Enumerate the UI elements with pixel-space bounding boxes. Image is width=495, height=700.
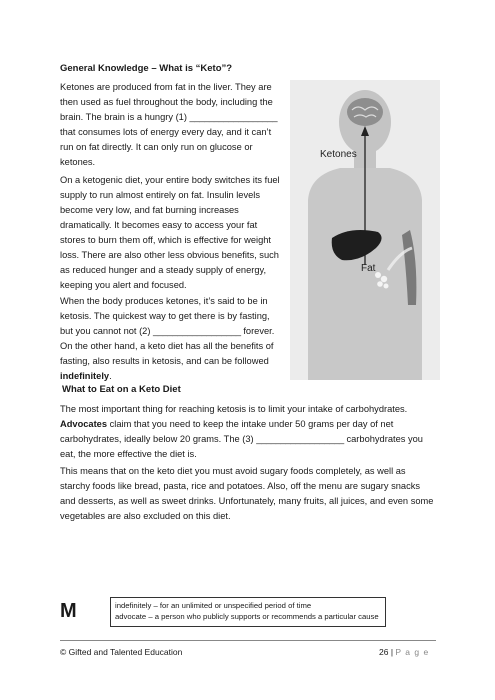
text-segment: carbohydrates, ideally below 20 grams. The (3) — [60, 434, 254, 444]
text-line — [60, 369, 282, 384]
text-line: ketosis. The quickest way to get there is by fasting, — [60, 311, 270, 321]
text-line: supply to run almost entirely on fat. Insulin levels — [60, 190, 260, 200]
text-segment: forever. — [243, 326, 275, 336]
text-line: become very low, and fat burning increases — [60, 205, 239, 215]
text-line: vegetables are also excluded on this diet. — [60, 511, 231, 521]
text-segment: carbohydrates you — [346, 434, 423, 444]
fill-in-blank-1[interactable]: __________________ — [189, 112, 278, 122]
text-line: and desserts, as well as sweet drinks. Unfortunately, many fruits, all juices, and even some — [60, 496, 434, 506]
text-line: loss. There are also other less obvious benefits, such — [60, 250, 279, 260]
text-line: as reduced hunger and a steady supply of energy, — [60, 265, 267, 275]
text-line: Ketones are produced from fat in the liver. They are — [60, 82, 272, 92]
text-line: This means that on the keto diet you must avoid sugary foods completely, as well as — [60, 466, 406, 476]
text-line: then used as fuel throughout the body, including the — [60, 97, 273, 107]
body-silhouette-graphic — [290, 80, 440, 380]
text-segment: . — [109, 371, 112, 381]
label-ketones: Ketones — [320, 149, 357, 160]
text-line: dramatically. It becomes easy to access your fat — [60, 220, 258, 230]
definition-indefinitely: indefinitely – for an unlimited or unspecified period of time — [115, 601, 312, 610]
label-fat: Fat — [361, 263, 376, 274]
text-line: fasting, also results in ketosis, and can be followed — [60, 356, 269, 366]
heading-general-knowledge: General Knowledge – What is “Keto”? — [60, 63, 233, 74]
text-segment: but you cannot not (2) — [60, 326, 151, 336]
text-line: stores to burn them off, which is effective for weight — [60, 235, 272, 245]
text-line: ketones. — [60, 157, 96, 167]
text-line — [60, 110, 282, 125]
text-line — [60, 432, 436, 447]
text-segment: brain. The brain is a hungry (1) — [60, 112, 187, 122]
ketones-body-illustration — [290, 80, 440, 380]
text-segment: claim that you need to keep the intake under 50 grams per day of net — [109, 419, 394, 429]
fill-in-blank-2[interactable]: __________________ — [153, 326, 241, 336]
heading-what-to-eat: What to Eat on a Keto Diet — [62, 384, 181, 395]
text-line: When the body produces ketones, it’s said to be in — [60, 296, 268, 306]
footer-divider — [60, 640, 436, 641]
text-line: The most important thing for reaching ketosis is to limit your intake of carbohydrates. — [60, 404, 408, 414]
fill-in-blank-3[interactable]: __________________ — [256, 434, 344, 444]
vocab-letter: M — [60, 600, 77, 622]
text-line: eat, the more effective the diet is. — [60, 449, 197, 459]
text-line: that consumes lots of energy every day, and it can’t — [60, 127, 272, 137]
text-line: run on fat directly. It can only run on glucose or — [60, 142, 253, 152]
text-line: On a ketogenic diet, your entire body switches its fuel — [60, 175, 280, 185]
text-line — [60, 324, 282, 339]
text-line: starchy foods like bread, pasta, rice and potatoes. Also, off the menu are sugary snacks — [60, 481, 421, 491]
vocab-word-advocates: Advocates — [60, 419, 108, 429]
text-line — [60, 417, 436, 432]
page-word: P a g e — [395, 647, 430, 657]
footer-copyright: © Gifted and Talented Education — [60, 647, 183, 657]
definition-advocate: advocate – a person who publicly supports or recommends a particular cause — [115, 612, 379, 621]
text-line: keeping you alert and focused. — [60, 280, 187, 290]
vocabulary-definitions-box — [110, 597, 386, 627]
text-line: On the other hand, a keto diet has all the benefits of — [60, 341, 274, 351]
page-separator: | — [388, 647, 396, 657]
vocab-word-indefinitely: indefinitely — [60, 371, 110, 381]
page-number: 26 — [379, 647, 389, 657]
footer-page-number — [379, 647, 429, 657]
